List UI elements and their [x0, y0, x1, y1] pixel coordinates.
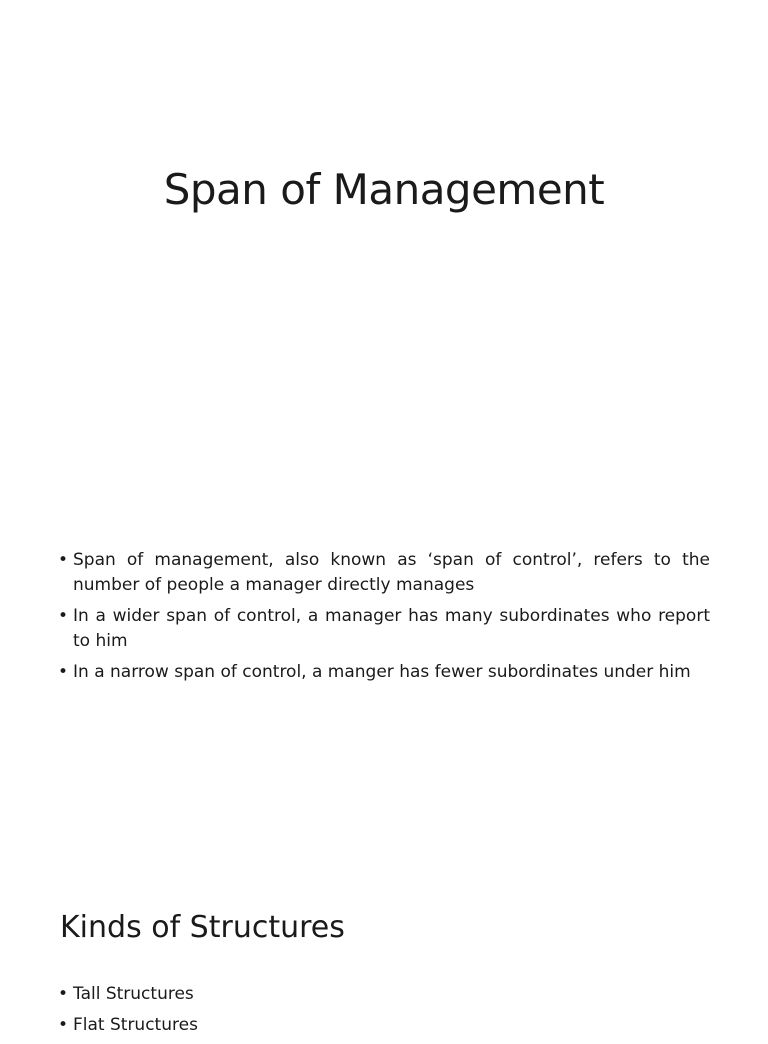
bullet-text: Flat Structures [73, 1015, 198, 1035]
slide-title: Span of Management [163, 165, 605, 214]
bullet-text: In a narrow span of control, a manger has fewer subordinates under him [73, 662, 691, 682]
structure-list [58, 982, 458, 1044]
list-item [58, 548, 710, 598]
bullet-icon: • [58, 1015, 69, 1035]
list-item [58, 982, 458, 1007]
bullet-icon: • [58, 984, 69, 1004]
bullet-icon: • [58, 662, 69, 682]
bullet-text: In a wider span of control, a manager has many subordinates who report to him [73, 606, 710, 651]
bullet-text: Tall Structures [73, 984, 194, 1004]
list-item [58, 660, 710, 685]
bullet-icon: • [58, 550, 69, 570]
section-heading: Kinds of Structures [60, 910, 345, 945]
bullet-text: Span of management, also known as ‘span of control’, refers to the number of people a manager directly manages [73, 550, 710, 595]
list-item [58, 604, 710, 654]
bullet-icon: • [58, 606, 69, 626]
list-item [58, 1013, 458, 1038]
bullet-list [58, 548, 710, 691]
